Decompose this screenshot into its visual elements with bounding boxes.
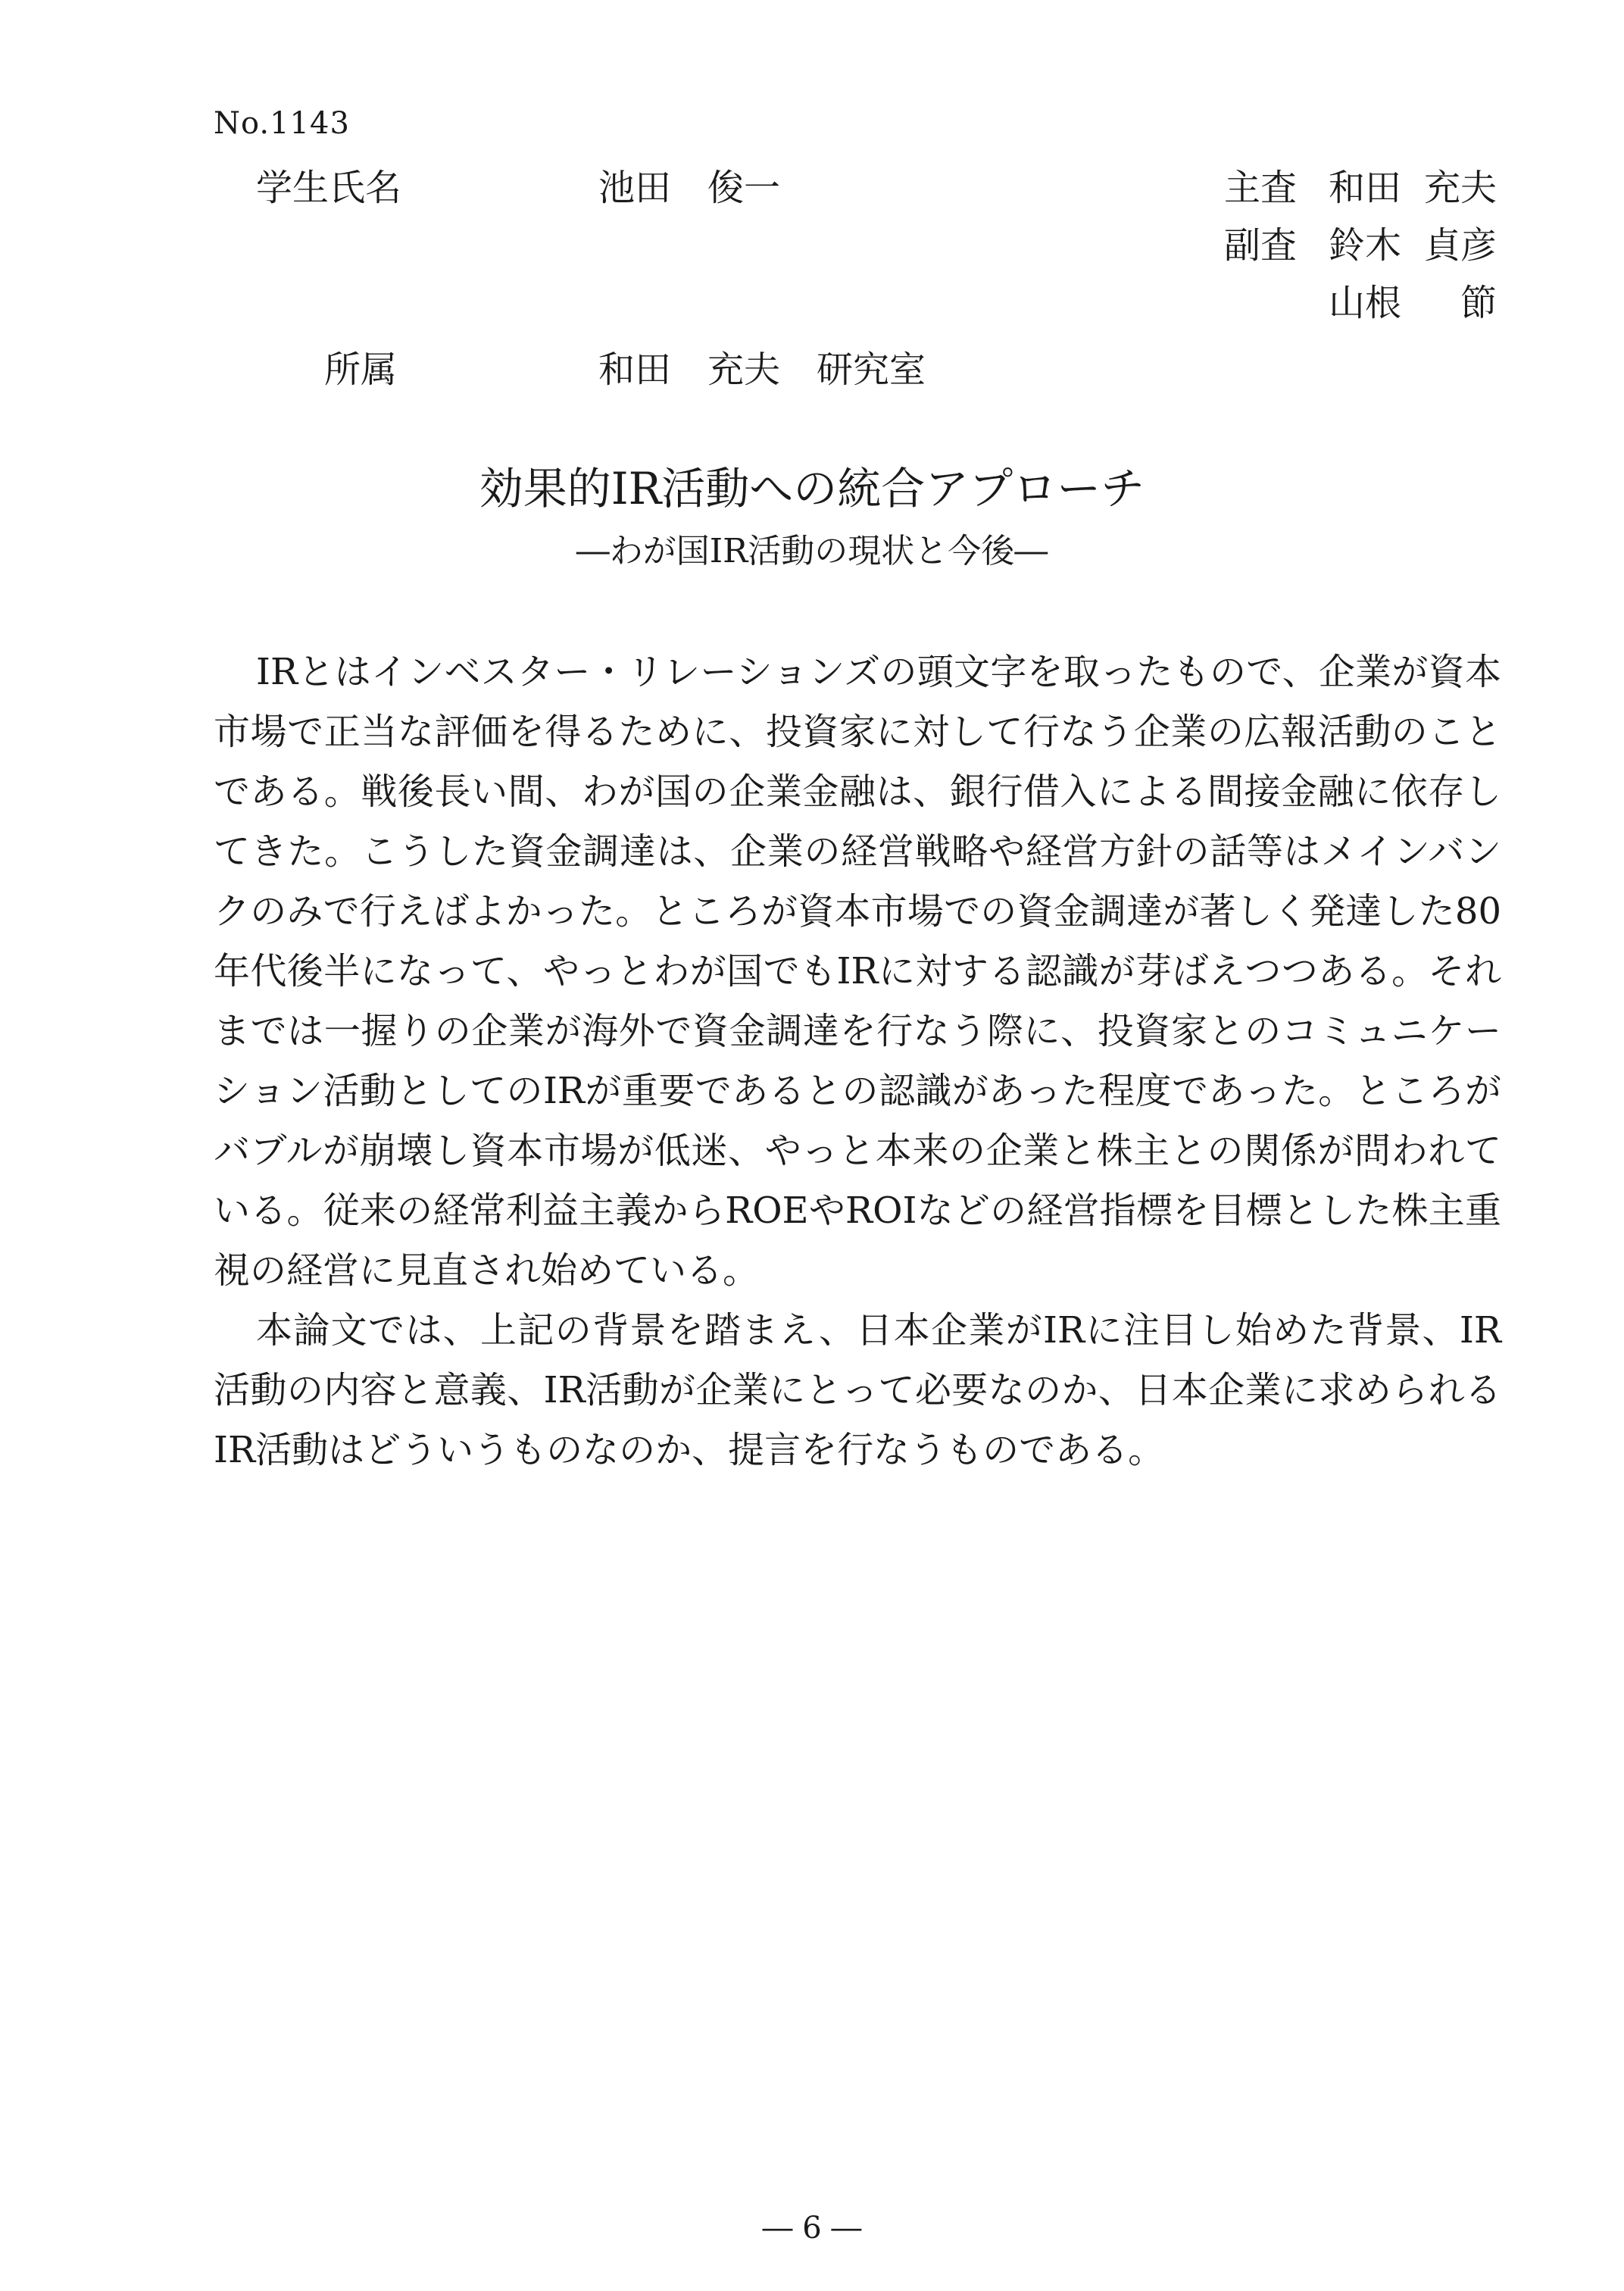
chief-examiner-family-name: 和田 [1329,167,1402,209]
abstract-paragraph: 本論文では、上記の背景を踏まえ、日本企業がIRに注目し始めた背景、IR活動の内容と意義、IR活動が企業にとって必要なのか、日本企業に求められるIR活動はどういうものなのか、提言を行なうものである。 [214,1309,1501,1471]
page-number: ― 6 ― [762,2211,862,2246]
sub-examiner-family-name: 鈴木 [1329,224,1402,267]
sub-examiner-given-name: 貞彦 [1423,224,1497,267]
affiliation-value: 和田 充夫 研究室 [598,348,926,391]
sub-examiner-label: 副査 [1224,224,1298,267]
sub-examiner-family-name: 山根 [1329,282,1402,324]
abstract-paragraph: IRとはインベスター・リレーションズの頭文字を取ったもので、企業が資本市場で正当な評価を得るために、投資家に対して行なう企業の広報活動のことである。戦後長い間、わが国の企業金融は、銀行借入による間接金融に依存してきた。こうした資金調達は、企業の経営戦略や経営方針の話等はメインバンクのみで行えばよかった。ところが資本市場での資金調達が著しく発達した80年代後半になって、やっとわが国でもIRに対する認識が芽ばえつつある。それまでは一握りの企業が海外で資金調達を行なう際に、投資家とのコミュニケーション活動としてのIRが重要であるとの認識があった程度であった。ところがバブルが崩壊し資本市場が低迷、やっと本来の企業と株主との関係が問われている。従来の経常利益主義からROEやROIなどの経営指標を目標とした株主重視の経営に見直され始めている。 [214,651,1501,1292]
sub-examiner-name [1329,223,1497,268]
thesis-title: 効果的IR活動への統合アプローチ [479,463,1145,514]
affiliation-label: 所属 [324,348,398,391]
sub-examiner-name [1329,280,1497,326]
thesis-subtitle: ―わが国IR活動の現状と今後― [576,532,1048,570]
chief-examiner-label: 主査 [1224,167,1298,209]
abstract-body [214,642,1501,1480]
sub-examiner-given-name: 節 [1460,282,1497,324]
chief-examiner-given-name: 充夫 [1423,167,1497,209]
document-number: No.1143 [214,106,350,141]
student-name-label: 学生氏名 [256,167,402,209]
student-name: 池田 俊一 [598,167,781,209]
chief-examiner-name [1329,165,1497,211]
